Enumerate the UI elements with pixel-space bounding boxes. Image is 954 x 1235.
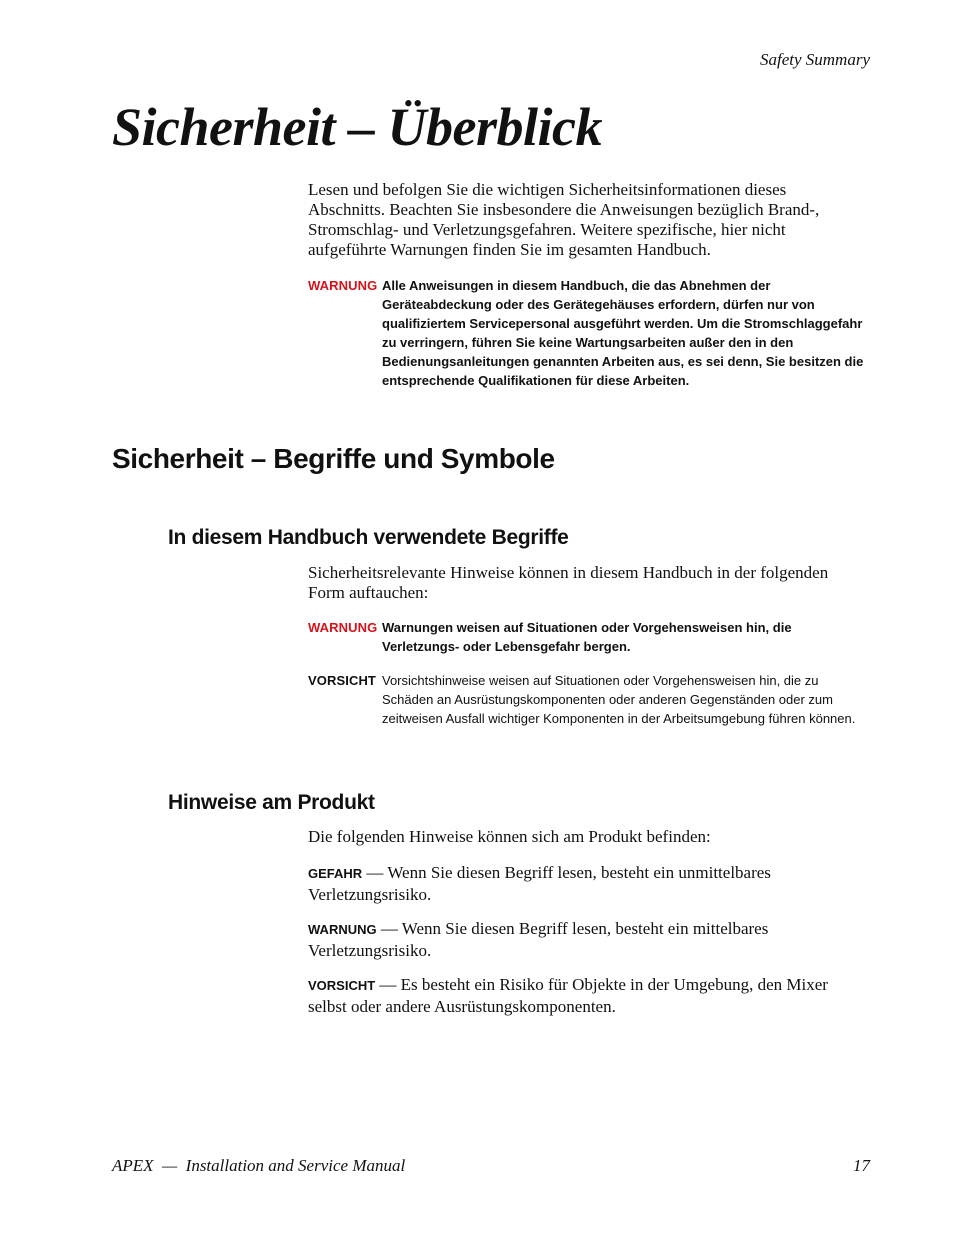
product-term-vorsicht	[308, 974, 868, 1017]
product-term-gefahr	[308, 862, 868, 905]
terms-caution-notice	[308, 671, 864, 728]
terms-caution-label: VORSICHT	[308, 673, 376, 688]
terms-warning-text: Warnungen weisen auf Situationen oder Vorgehensweisen hin, die Verletzungs- oder Lebensgefahr bergen.	[382, 620, 792, 654]
intro-paragraph: Lesen und befolgen Sie die wichtigen Sicherheitsinformationen dieses Abschnitts. Beachten Sie insbesondere die Anweisungen bezüglich Brand-, Stromschlag- und Verletzungsgefahren. Weitere spezifische, hier nicht aufgeführte Warnungen finden Sie im gesamten Handbuch.	[308, 180, 820, 259]
product-intro-paragraph: Die folgenden Hinweise können sich am Produkt befinden:	[308, 827, 711, 846]
product-term-warnung	[308, 918, 868, 961]
terms-caution-text: Vorsichtshinweise weisen auf Situationen oder Vorgehensweisen hin, die zu Schäden an Ausrüstungskomponenten oder anderen Gegenständen oder zum zeitweisen Ausfall wichtiger Komponenten in der Arbeitsumgebung führen können.	[382, 673, 856, 726]
term-keyword: GEFAHR	[308, 866, 363, 881]
section-heading: Sicherheit – Begriffe und Symbole	[112, 443, 555, 474]
terms-warning-label: WARNUNG	[308, 620, 378, 635]
warning-notice	[308, 276, 864, 390]
running-head: Safety Summary	[759, 50, 870, 69]
footer-title: APEX — Installation and Service Manual	[112, 1156, 406, 1175]
warning-text: Alle Anweisungen in diesem Handbuch, die das Abnehmen der Geräteabdeckung oder des Gerätegehäuses erfordern, dürfen nur von qualifiziertem Servicepersonal ausgeführt werden. Um die Stromschlaggefahr zu verringern, führen Sie keine Wartungsarbeiten außer den in den Bedienungsanleitungen genannten Arbeiten aus, es sei denn, Sie besitzen die entsprechende Qualifikationen für diese Arbeiten.	[382, 278, 864, 388]
terms-heading: In diesem Handbuch verwendete Begriffe	[168, 526, 569, 549]
terms-intro-paragraph: Sicherheitsrelevante Hinweise können in diesem Handbuch in der folgenden Form auftauchen:	[308, 563, 829, 602]
product-heading: Hinweise am Produkt	[168, 791, 375, 814]
term-description: — Wenn Sie diesen Begriff lesen, besteht ein mittelbares Verletzungsrisiko.	[308, 919, 769, 960]
term-keyword: WARNUNG	[308, 922, 377, 937]
term-description: — Wenn Sie diesen Begriff lesen, besteht ein unmittelbares Verletzungsrisiko.	[308, 863, 771, 904]
terms-warning-notice	[308, 618, 864, 656]
term-description: — Es besteht ein Risiko für Objekte in der Umgebung, den Mixer selbst oder andere Ausrüstungskomponenten.	[308, 975, 828, 1016]
term-keyword: VORSICHT	[308, 978, 376, 993]
page-number: 17	[853, 1156, 870, 1175]
page-title: Sicherheit – Überblick	[112, 97, 602, 157]
warning-label: WARNUNG	[308, 278, 378, 293]
